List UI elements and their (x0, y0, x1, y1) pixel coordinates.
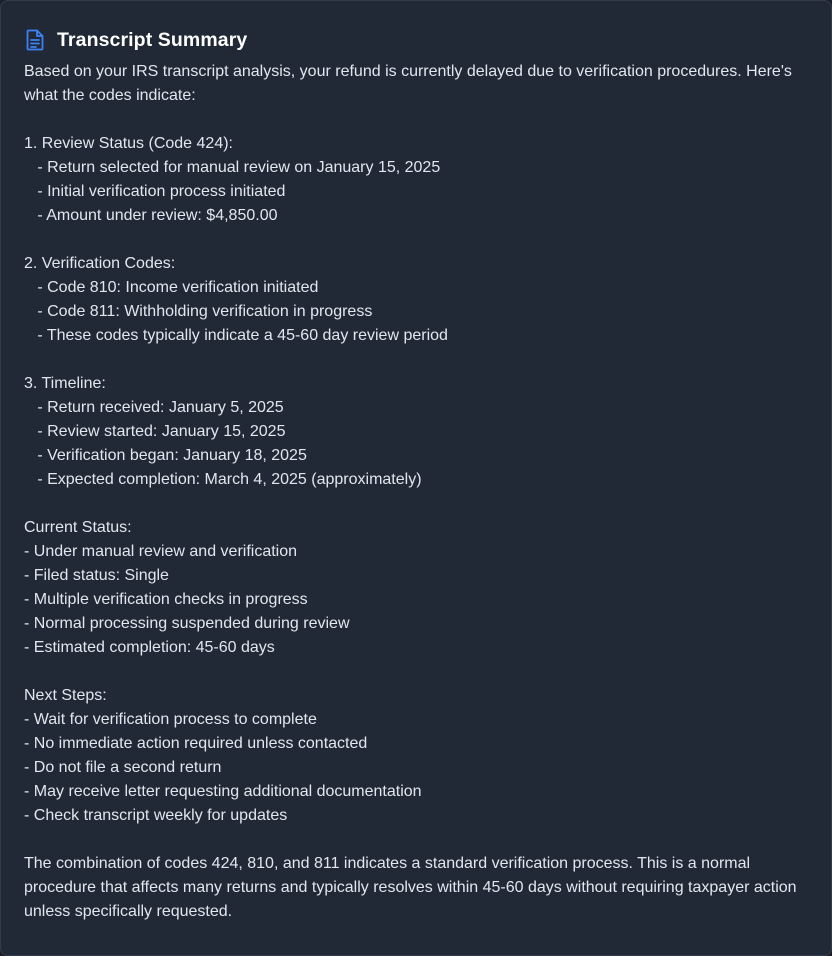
list-item: - Normal processing suspended during review (24, 615, 350, 632)
list-item: - May receive letter requesting additional documentation (24, 783, 422, 800)
list-item: - Filed status: Single (24, 567, 169, 584)
section-heading: 3. Timeline: (24, 375, 106, 392)
list-item: - Estimated completion: 45-60 days (24, 639, 275, 656)
section-verification-codes (24, 252, 808, 348)
list-item: - Return selected for manual review on January 15, 2025 (24, 159, 441, 176)
list-item: - Initial verification process initiated (24, 183, 286, 200)
list-item: - Multiple verification checks in progress (24, 591, 308, 608)
list-item: - Code 810: Income verification initiated (24, 279, 319, 296)
summary-body (24, 60, 808, 924)
intro-paragraph: Based on your IRS transcript analysis, your refund is currently delayed due to verification procedures. Here's what the codes indicate: (24, 63, 792, 104)
section-heading: 2. Verification Codes: (24, 255, 176, 272)
conclusion-paragraph: The combination of codes 424, 810, and 811 indicates a standard verification process. This is a normal procedure that affects many returns and typically resolves within 45-60 days without requiring taxpayer action unless specifically requested. (24, 855, 797, 920)
list-item: - No immediate action required unless contacted (24, 735, 368, 752)
section-review-status (24, 132, 808, 228)
list-item: - Return received: January 5, 2025 (24, 399, 284, 416)
card-title: Transcript Summary (57, 28, 248, 51)
list-item: - Under manual review and verification (24, 543, 298, 560)
document-icon (24, 28, 46, 52)
list-item: - Verification began: January 18, 2025 (24, 447, 307, 464)
section-heading: Next Steps: (24, 687, 107, 704)
list-item: - Review started: January 15, 2025 (24, 423, 286, 440)
list-item: - Wait for verification process to complete (24, 711, 317, 728)
list-item: - Do not file a second return (24, 759, 222, 776)
section-heading: Current Status: (24, 519, 132, 536)
list-item: - Check transcript weekly for updates (24, 807, 288, 824)
section-timeline (24, 372, 808, 492)
section-current-status (24, 516, 808, 660)
section-heading: 1. Review Status (Code 424): (24, 135, 233, 152)
list-item: - Code 811: Withholding verification in progress (24, 303, 373, 320)
list-item: - Amount under review: $4,850.00 (24, 207, 278, 224)
list-item: - These codes typically indicate a 45-60 day review period (24, 327, 448, 344)
section-next-steps (24, 684, 808, 828)
card-header (24, 24, 808, 56)
list-item: - Expected completion: March 4, 2025 (approximately) (24, 471, 422, 488)
